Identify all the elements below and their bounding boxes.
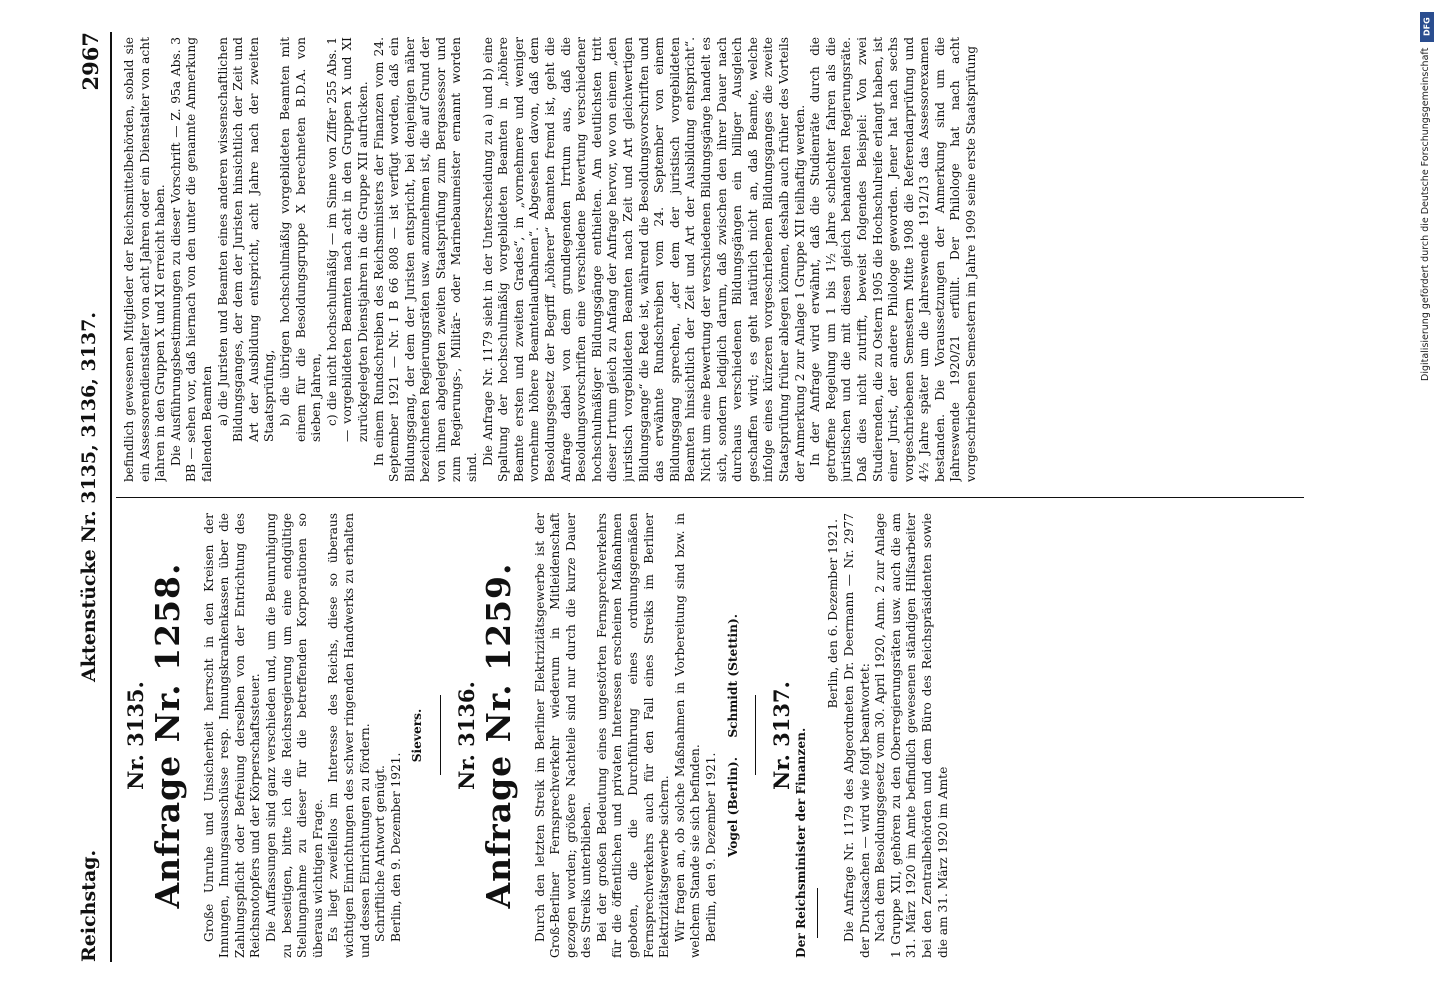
paragraph: In der Anfrage wird erwähnt, daß die Studienräte durch die getroffene Regelung um 1 bis 1½ Jahre schlechter fahren als die juristischen und die mit diesen gleich behandelten Regierungsräte. Daß dies nicht zutrifft, beweist folgendes Beispiel: Von zwei Studierenden, die zu Ostern 1905 die Hochschulreife erlangt haben, ist einer Jurist, der andere Philologe geworden. Jener hat nach sechs vorgeschriebenen Semestern Mitte 1908 die Referendarprüfung und 4½ Jahre später um die Jahreswende 1912/13 das Assessorexamen bestanden. Die Voraussetzungen der Anmerkung sind um die Jahreswende 1920/21 erfüllt. Der Philologe hat nach acht vorgeschriebenen Semestern im Jahre 1909 seine erste Staatsprüfung [808, 37, 979, 482]
dfg-logo: DFG [1420, 12, 1434, 42]
paragraph: Die Ausführungsbestimmungen zu dieser Vorschrift — Z. 95a Abs. 3 BB — sehen vor, daß hiernach von den unter die genannte Anmerkung fallenden Beamten [168, 37, 214, 482]
dateline: Berlin, den 6. Dezember 1921. [826, 519, 841, 709]
separator [817, 888, 818, 938]
page-number: 2967 [78, 32, 103, 91]
paragraph: Die Auffassungen sind ganz verschieden und, um die Beunruhigung zu beseitigen, bitte ich die Reichsregierung um eine endgültige Stellungnahme zu dieser für die betreffenden Korporationen so überaus wichtigen Frage. [263, 513, 325, 958]
digitization-credit-strip [1418, 8, 1434, 700]
paragraph: Es liegt zweifellos im Interesse des Reichs, diese so überaus wichtigen Einrichtungen des schwer ringenden Handwerks zu erhalten und dessen Einrichtungen zu fördern. [326, 513, 372, 958]
list-item: c) die nicht hochschulmäßig — im Sinne von Ziffer 255 Abs. 1 — vorgebildeten Beamten nach acht in den Gruppen X und XI zurückgelegten Dienstjahren in die Gruppe XII aufrücken. [324, 37, 370, 442]
running-head-title: Aktenstücke Nr. 3135, 3136, 3137. [78, 312, 100, 682]
separator [440, 696, 441, 776]
header-rule [110, 32, 112, 962]
signature: Sievers. [410, 708, 425, 763]
inquiry-title-1259: Anfrage Nr. 1259. [478, 562, 518, 909]
doc-number-3136: Nr. 3136. [453, 681, 479, 790]
list-item: a) die Juristen und Beamten eines anderen wissenschaftlichen Bildungsganges, der dem der Juristen hinsichtlich der Zeit und Art der Ausbildung entspricht, acht Jahre nach der zweiten Staatsprüfung, [215, 37, 277, 442]
running-head-left: Reichstag. [78, 849, 100, 962]
paragraph: In einem Rundschreiben des Reichsministers der Finanzen vom 24. September 1921 — Nr. I B 66 808 — ist verfügt worden, daß ein Bildungsgang, der dem der Juristen entspricht, bei denjenigen näher bezeichneten Regierungsräten usw. anzunehmen ist, die auf Grund der von ihnen abgelegten zweiten Staatsprüfung zum Bergassessor und zum Regierungs-, Militär- oder Marinebaumeister ernannt worden sind. [371, 37, 480, 482]
paragraph: Bei der großen Bedeutung eines ungestörten Fernsprechverkehrs für die öffentlichen und privaten Interessen erscheinen Maßnahmen geboten, die die Durchführung eines ordnungsgemäßen Fernsprechverkehrs auch für den Fall eines Streiks im Berliner Elektrizitätsgewerbe sichern. [594, 513, 672, 958]
paragraph: Wir fragen an, ob solche Maßnahmen in Vorbereitung sind bzw. in welchem Stande sie sich befinden. [672, 513, 703, 958]
digitization-credit: Digitalisierung gefördert durch die Deutsche Forschungsgemeinschaft [1420, 48, 1431, 382]
sender: Der Reichsminister der Finanzen. [793, 727, 808, 958]
signature: Vogel (Berlin). [725, 757, 740, 858]
paragraph: Schriftliche Antwort genügt. [373, 765, 388, 942]
doc-number-3137: Nr. 3137. [769, 681, 795, 790]
list-item: b) die übrigen hochschulmäßig vorgebildeten Beamten mit einem für die Besoldungsgruppe X berechneten B.D.A. von sieben Jahren, [277, 37, 324, 442]
paragraph: Die Anfrage Nr. 1179 des Abgeordneten Dr. Deermann — Nr. 2977 der Drucksachen — wird wie folgt beantwortet: [842, 513, 872, 958]
paragraph: Große Unruhe und Unsicherheit herrscht in den Kreisen der Innungen, Innungsausschüsse resp. Innungskrankenkassen über die Zahlungspflicht oder Befreiung derselben von der Entrichtung des Reichsnotopfers und der Körperschaftssteuer. [201, 513, 263, 958]
paragraph: Die Anfrage Nr. 1179 sieht in der Unterscheidung zu a) und b) eine Spaltung der hochschulmäßig vorgebildeten Beamten in „höhere Beamte ersten und zweiten Grades“, in „vornehmere und weniger vornehme höhere Beamtenlaufbahnen“. Abgesehen davon, daß dem Besoldungsgesetz der Begriff „höherer“ Beamten fremd ist, geht die Anfrage dabei von dem grundlegenden Irrtum aus, daß die Besoldungsvorschriften eine verschiedene Bewertung verschiedener hochschulmäßiger Bildungsgänge enthielten. Am deutlichsten tritt dieser Irrtum gleich zu Anfang der Anfrage hervor, wo von einem „den juristisch vorgebildeten Beamten nach Zeit und Art gleichwertigen Bildungsgange“ die Rede ist, während die Besoldungsvorschriften und das erwähnte Rundschreiben vom 24. September von einem Bildungsgang sprechen, „der dem der juristisch vorgebildeten Beamten hinsichtlich der Zeit und Art der Ausbildung entspricht“. Nicht um eine Bewertung der verschiedenen Bildungsgänge handelt es sich, sondern lediglich darum, daß zwischen den ihrer Dauer nach durchaus verschiedenen Bildungsgängen ein billiger Ausgleich geschaffen wird; es geht natürlich nicht an, daß Beamte, welche infolge eines kürzeren vorgeschriebenen Bildungsganges die zweite Staatsprüfung früher ablegen können, deshalb auch früher des Vorteils der Anmerkung 2 zur Anlage 1 Gruppe XII teilhaftig werden. [480, 37, 807, 482]
dateline: Berlin, den 9. Dezember 1921. [388, 752, 403, 942]
paragraph: befindlich gewesenen Mitglieder der Reichsmittelbehörden, sobald sie ein Assessorendienstalter von acht Jahren oder ein Dienstalter von acht Jahren in den Gruppen X und XI erreicht haben. [122, 37, 168, 482]
signature: Schmidt (Stettin). [725, 613, 740, 738]
inquiry-title-1258: Anfrage Nr. 1258. [147, 562, 187, 909]
left-column [122, 513, 1302, 958]
paragraph: Durch den letzten Streik im Berliner Elektrizitätsgewerbe ist der Groß-Berliner Fernsprechverkehr wiederum in Mitleidenschaft gezogen worden; größere Nachteile sind nur durch die kurze Dauer des Streiks unterblieben. [532, 513, 594, 958]
running-head [76, 32, 106, 962]
right-column [122, 37, 1302, 482]
column-divider [116, 497, 1304, 498]
dateline: Berlin, den 9. Dezember 1921. [704, 752, 719, 942]
document-sheet [76, 32, 1306, 962]
signatures [726, 513, 742, 958]
doc-number-3135: Nr. 3135. [123, 681, 148, 790]
separator [755, 696, 756, 776]
paragraph: Nach dem Besoldungsgesetz vom 30. April 1920, Anm. 2 zur Anlage 1 Gruppe XII, gehören zu den Oberregierungsräten usw. auch die am 31. März 1920 im Amte befindlich gewesenen ständigen Hilfsarbeiter bei den Zentralbehörden und dem Büro des Reichspräsidenten sowie die am 31. März 1920 im Amte [873, 513, 950, 958]
